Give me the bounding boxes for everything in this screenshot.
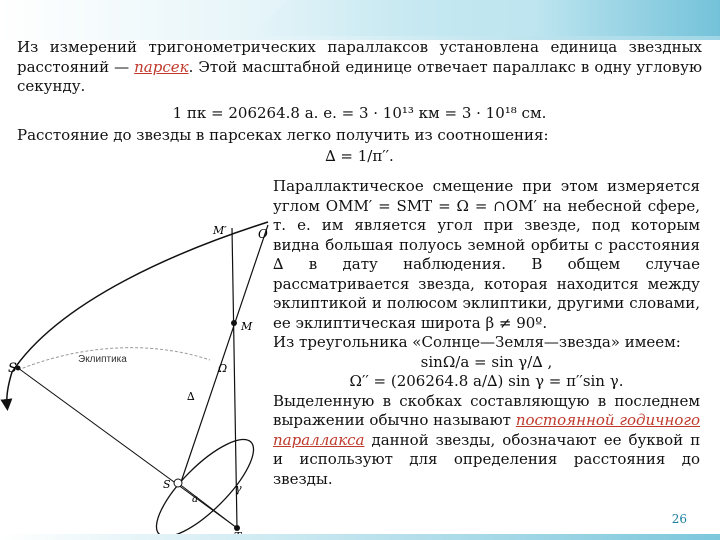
explanation-paragraph-2: Из треугольника «Солнце—Земля—звезда» имеем: [273,333,681,351]
celestial-arc [12,222,268,372]
earth-orbit [143,426,266,540]
page-number: 26 [671,512,687,526]
equation-sine: sinΩ/a = sin γ/∆ , [420,352,553,371]
label-a: a [192,494,198,505]
parallax-diagram [0,160,290,540]
explanation-text-start: Выделенную в скобках составляющую в последнем выражении обычно называют [273,391,700,429]
parsec-term: парсек [134,57,189,76]
intro-text-start: Из измерений тригонометрических параллаксов установлена единица звездных расстояний — [17,38,702,76]
bottom-decorative-bar [0,534,720,540]
equation-omega: Ω′′ = (206264.8 a/∆) sin γ = π′′sin γ. [349,372,624,390]
sun-icon [174,479,182,487]
line-s-prime-to-t [18,368,237,528]
explanation-paragraph-3 [273,392,700,490]
top-decorative-shape [250,0,720,36]
label-gamma: γ [235,482,242,495]
label-o: O [258,227,268,241]
intro-text-end: . Этой масштабной единице отвечает параллакс в одну угловую секунду. [17,57,703,95]
parsec-formula: 1 пк = 206264.8 а. е. = 3 · 10¹³ км = 3 · 10¹⁸ см. [172,104,547,122]
distance-sentence: Расстояние до звезды в парсеках легко получить из соотношения: [17,126,549,144]
line-s-to-t [178,483,237,528]
star-icon [231,320,237,326]
label-ecliptic: Эклиптика [78,354,127,365]
arc-arrow [7,372,12,405]
annual-parallax-term: постоянной годичного параллакса [273,411,700,449]
intro-paragraph [17,38,702,97]
delta-formula: ∆ = 1/π′′. [325,147,394,165]
label-omega: Ω [218,362,228,375]
explanation-column [273,177,700,489]
label-m: M [241,320,253,333]
label-m-prime: M′ [213,224,227,237]
explanation-paragraph-1: Параллактическое смещение при этом измеряется углом OMM′ = SMT = Ω = ∩OM′ на небесной сфере, т. е. им является угол при звезде, под которым видна большая полуось земной орбиты с расстояния ∆ в дату наблюдения. В общем случае рассматривается звезда, которая находится между эклиптикой и полюсом эклиптики, другими словами, ее эклиптическая широта β ≠ 90º. [273,177,700,332]
explanation-text-end: данной звезды, обозначают ее буквой π и используют для определения расстояния до звезды. [273,430,700,488]
label-s-prime: S′ [8,361,20,376]
label-delta: ∆ [187,390,195,403]
label-s: S [163,478,171,491]
